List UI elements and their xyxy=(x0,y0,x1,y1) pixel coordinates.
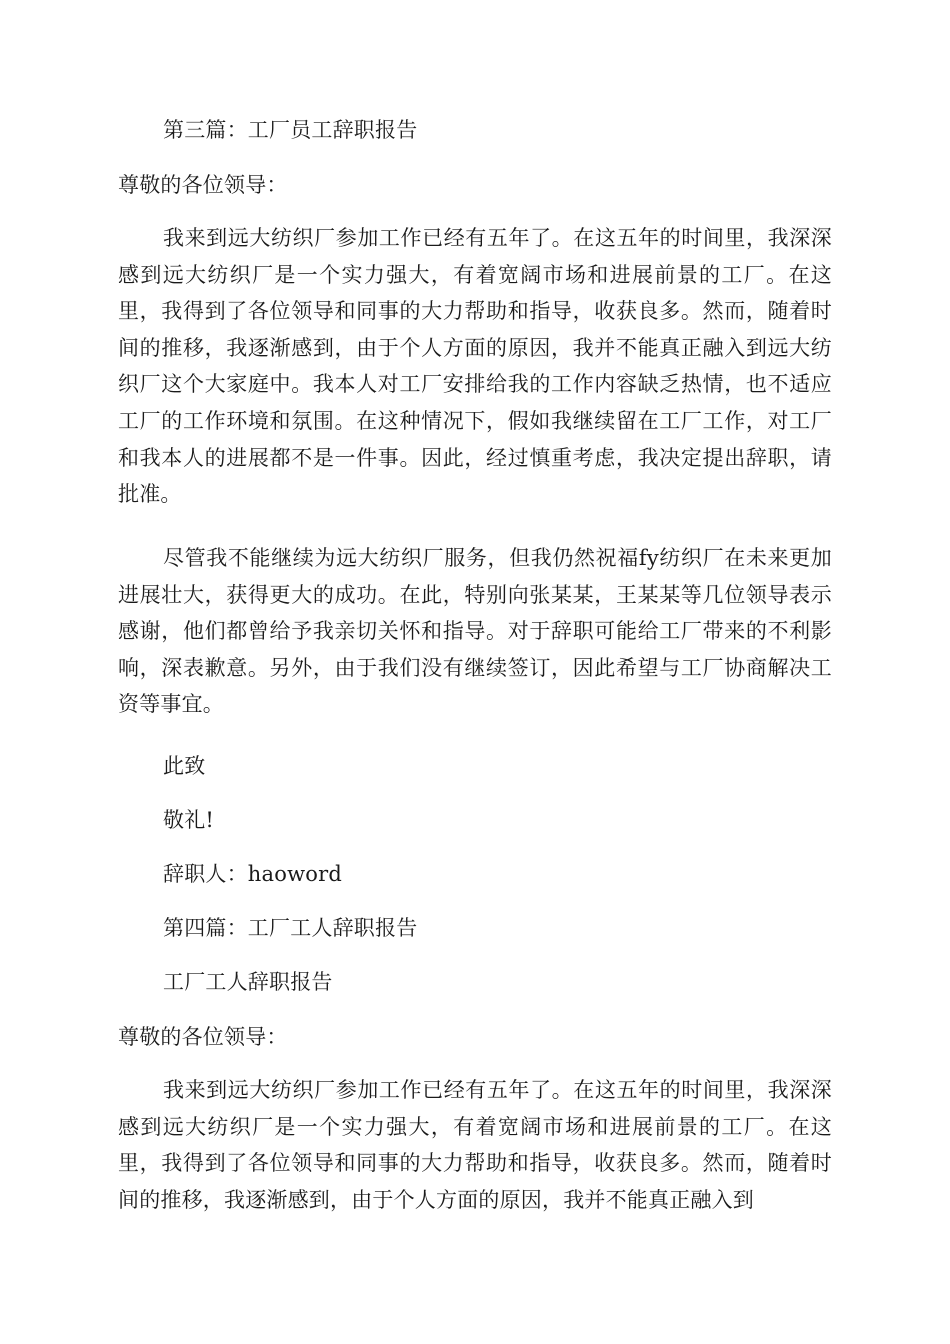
body-paragraph-3: 我来到远大纺织厂参加工作已经有五年了。在这五年的时间里，我深深感到远大纺织厂是一个实力强大，有着宽阔市场和进展前景的工厂。在这里，我得到了各位领导和同事的大力帮助和指导，收获良多。然而，随着时间的推移，我逐渐感到，由于个人方面的原因，我并不能真正融入到 xyxy=(118,1078,832,1212)
section-heading-3: 第三篇：工厂员工辞职报告 xyxy=(163,118,418,142)
section-subtitle-4: 工厂工人辞职报告 xyxy=(163,970,333,994)
closing-salutation: 此致 xyxy=(163,754,206,778)
salutation: 尊敬的各位领导： xyxy=(118,173,288,197)
section-heading-4: 第四篇：工厂工人辞职报告 xyxy=(163,916,418,940)
closing-regards: 敬礼! xyxy=(163,808,215,832)
signature: 辞职人：haoword xyxy=(163,862,342,886)
salutation-2: 尊敬的各位领导： xyxy=(118,1025,288,1049)
body-paragraph-2: 尽管我不能继续为远大纺织厂服务，但我仍然祝福fy纺织厂在未来更加进展壮大，获得更大的成功。在此，特别向张某某，王某某等几位领导表示感谢，他们都曾给予我亲切关怀和指导。对于辞职可能给工厂带来的不利影响，深表歉意。另外，由于我们没有继续签订，因此希望与工厂协商解决工资等事宜。 xyxy=(118,546,832,717)
body-paragraph-1: 我来到远大纺织厂参加工作已经有五年了。在这五年的时间里，我深深感到远大纺织厂是一个实力强大，有着宽阔市场和进展前景的工厂。在这里，我得到了各位领导和同事的大力帮助和指导，收获良多。然而，随着时间的推移，我逐渐感到，由于个人方面的原因，我并不能真正融入到远大纺织厂这个大家庭中。我本人对工厂安排给我的工作内容缺乏热情，也不适应工厂的工作环境和氛围。在这种情况下，假如我继续留在工厂工作，对工厂和我本人的进展都不是一件事。因此，经过慎重考虑，我决定提出辞职，请批准。 xyxy=(118,226,832,507)
